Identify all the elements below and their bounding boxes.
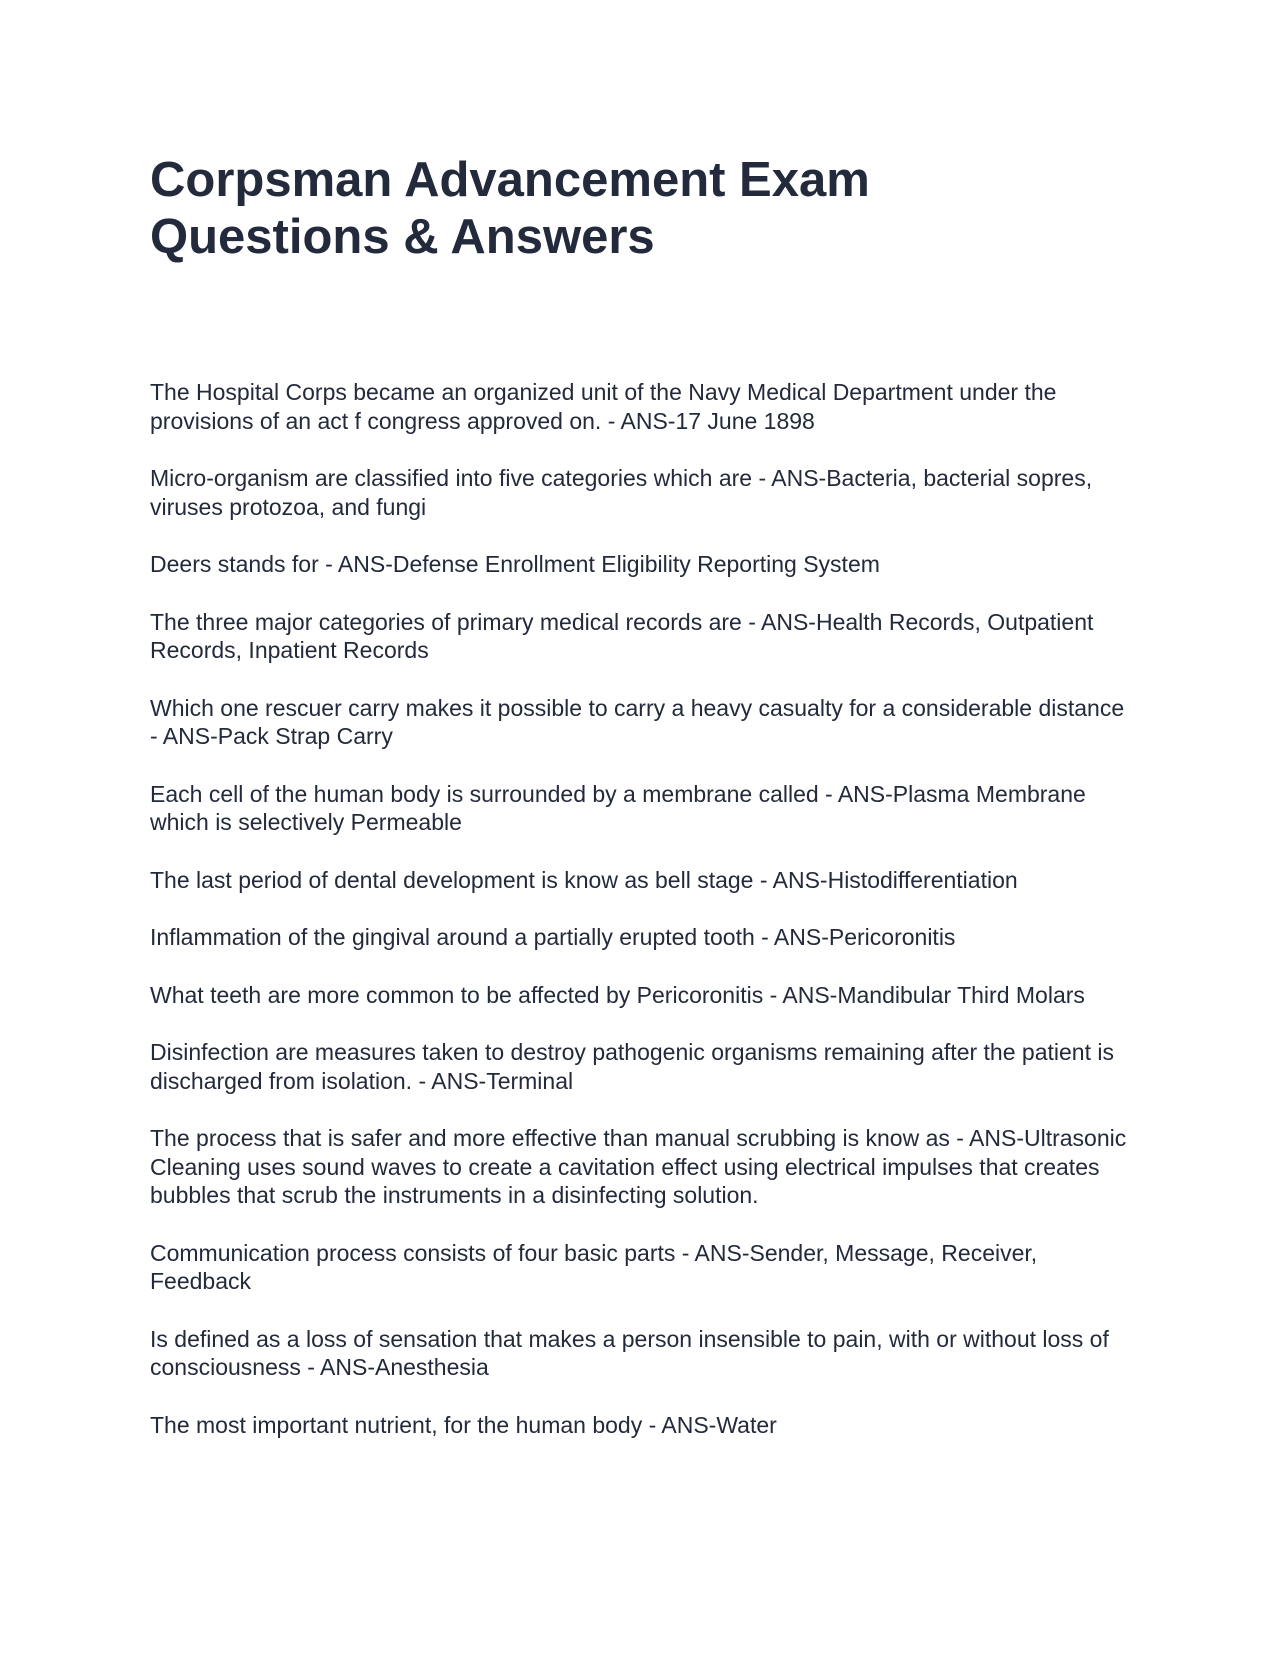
qa-item: The last period of dental development is know as bell stage - ANS-Histodifferentiation	[150, 866, 1018, 893]
qa-item: The Hospital Corps became an organized unit of the Navy Medical Department under the provisions of an act f congress approved on. - ANS-17 June 1898	[150, 379, 1057, 434]
document-title-line-1: Corpsman Advancement Exam	[150, 153, 870, 207]
qa-item: The three major categories of primary medical records are - ANS-Health Records, Outpatient Records, Inpatient Records	[150, 608, 1094, 663]
qa-item: Deers stands for - ANS-Defense Enrollment Eligibility Reporting System	[150, 551, 880, 577]
qa-item: The process that is safer and more effective than manual scrubbing is know as - ANS-Ultrasonic Cleaning uses sound waves to create a cavitation effect using electrical impulses that creates bubbles that scrub the instruments in a disinfecting solution.	[150, 1125, 1127, 1208]
document-title	[150, 152, 1130, 266]
qa-list	[150, 378, 1135, 1468]
qa-item: Disinfection are measures taken to destroy pathogenic organisms remaining after the patient is discharged from isolation. - ANS-Terminal	[150, 1039, 1114, 1094]
qa-item: Inflammation of the gingival around a partially erupted tooth - ANS-Pericoronitis	[150, 924, 956, 950]
qa-item: Communication process consists of four basic parts - ANS-Sender, Message, Receiver, Feedback	[150, 1239, 1038, 1294]
document-title-line-2: Questions & Answers	[150, 210, 655, 264]
qa-item: Which one rescuer carry makes it possible to carry a heavy casualty for a considerable distance - ANS-Pack Strap Carry	[150, 694, 1125, 749]
qa-item: Micro-organism are classified into five categories which are - ANS-Bacteria, bacterial sopres, viruses protozoa, and fungi	[150, 465, 1093, 520]
qa-item: What teeth are more common to be affected by Pericoronitis - ANS-Mandibular Third Molars	[150, 981, 1085, 1008]
qa-item: Each cell of the human body is surrounded by a membrane called - ANS-Plasma Membrane which is selectively Permeable	[150, 780, 1086, 835]
qa-item: The most important nutrient, for the human body - ANS-Water	[150, 1411, 777, 1438]
qa-item: Is defined as a loss of sensation that makes a person insensible to pain, with or without loss of consciousness - ANS-Anesthesia	[150, 1325, 1109, 1380]
